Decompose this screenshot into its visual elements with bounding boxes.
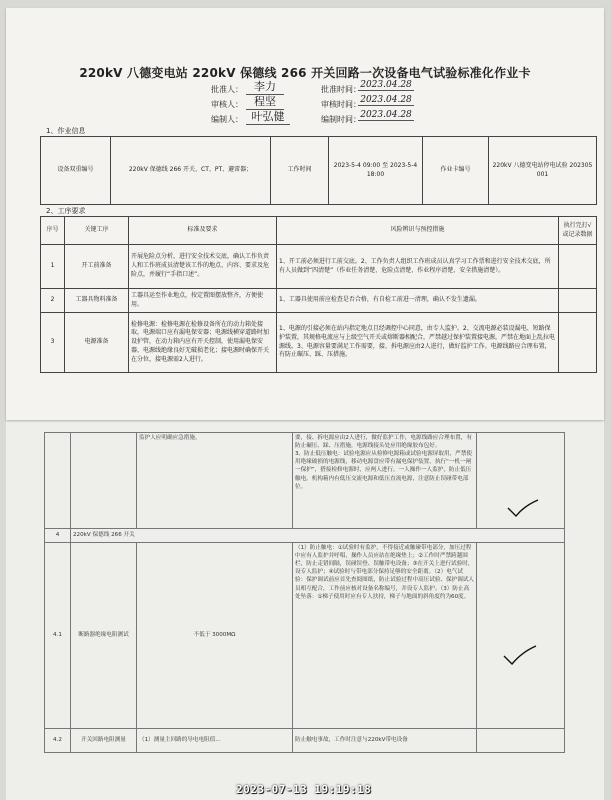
table-row xyxy=(45,543,565,729)
header-standard: 标准及要求 xyxy=(129,217,277,245)
checkmark-icon xyxy=(506,498,540,520)
equip-label: 设备双重编号 xyxy=(41,137,111,205)
row-risk: （1）防止触电：①试验时有监护，不得接近或触碰带电部分，加压过程中应有人监护并呼唱，操作人员应站在绝缘垫上；②工作时严禁跨越围栏，防止走错间隔，误碰误登、误触带电设备；③在开关上进行试验时，设专人监护；④试验时与带电部分保持足够的安全距离。（2）电气试验：保护调试前应首先查阅图纸，防止试验过程中高压试验、保护调试人员相互配合，工作前应核对设备名称编号，并设专人监护。（3）防止高处坠落：①梯子使用时应有专人扶持，梯子与地面的斜角度约为60度。 xyxy=(293,543,477,729)
row-risk: 1、电源的引接必须在站内指定地点且经调控中心同意，由专人监护。2、交流电源必装设漏电、短路保护装置，其规格电流应与上级空气开关或熔断器相配合，严禁越过保护装置接电源，严禁在地面上乱拉电源线。3、电源容量要满足工作需要，接、拆电源应由2人进行，做好监护工作。电源线路应合理布置，有防止碾压、踩、压措施。 xyxy=(277,313,559,373)
table-row xyxy=(41,289,597,313)
row-standard: （1）测量主回路的导电电阻值... xyxy=(137,729,293,753)
row-check-cell xyxy=(559,313,597,373)
card-no-label: 作业卡编号 xyxy=(423,137,489,205)
equip-value: 220kV 保德线 266 开关、CT、PT、避雷器； xyxy=(111,137,271,205)
time-value: 2023-5-4 09:00 至 2023-5-4 18:00 xyxy=(329,137,423,205)
table-row xyxy=(45,729,565,753)
approver-signature: 李力 xyxy=(246,78,284,95)
header-risk: 风险辨识与预控措施 xyxy=(277,217,559,245)
row-standard: 不低于 3000MΩ xyxy=(137,543,293,729)
header-check: 执行完打√或记录数据 xyxy=(559,217,597,245)
row-step: 断路器绝缘电阻测试 xyxy=(71,543,137,729)
section-row xyxy=(45,529,565,543)
review-time: 2023.04.28 xyxy=(358,95,414,106)
review-time-label: 审核时间： xyxy=(321,100,361,109)
row-standard: 检修电源：检修电源在检修设备所在的动力箱处接取，电源端口应有漏电保安器；电源线横穿道路时加设护管，在动力箱内应有开关控制，使用漏电保安器，电源线绝缘良好无破损老化；接电源时确保开关在分位，接电源需2人进行。 xyxy=(129,313,277,373)
row-check-cell xyxy=(559,245,597,289)
row-no: 1 xyxy=(41,245,65,289)
row-check-cell xyxy=(477,543,565,729)
row-step: 开工前准备 xyxy=(65,245,129,289)
work-card-page-2 xyxy=(6,420,604,800)
row-risk: 1、工器具使用前应检查是否合格，有自检工前进一清理，确认不发生遗漏。 xyxy=(277,289,559,313)
row-step: 开关回路电阻测量 xyxy=(71,729,137,753)
header-no: 序号 xyxy=(41,217,65,245)
row-no: 4.1 xyxy=(45,543,71,729)
section-title: 220kV 保德线 266 开关 xyxy=(71,529,565,543)
row-no: 4.2 xyxy=(45,729,71,753)
table-row xyxy=(41,313,597,373)
table-row xyxy=(41,245,597,289)
risk-text-b: 3、防止低压触电：试验电源应从检修电源箱或试验电源屏取用，严禁使用绝缘破损的电源线，移动电源盘应带有漏电保护装置，执行“一机一闸一保护”，搭接检修电源时，应两人进行，一人操作一人监护，防止低压触电。机构箱内有低压交流电源和低压直流电源，注意防止误碰带电部位。 xyxy=(295,451,472,490)
row-risk xyxy=(293,433,477,529)
timestamp-watermark: 2023-07-13 19:19:18 xyxy=(236,783,372,796)
row-no: 2 xyxy=(41,289,65,313)
header-step: 关键工序 xyxy=(65,217,129,245)
checkmark-icon xyxy=(502,644,538,668)
reviewer-label: 审核人： xyxy=(211,100,243,109)
section-1-heading: 1、作业信息 xyxy=(46,127,86,135)
row-step: 工器具物料准备 xyxy=(65,289,129,313)
row-standard: 开展危险点分析，进行安全技术交底，确认工作负责人和工作班成员清楚该工作的地点、内容、要求及危险点，并履行“手指口述”。 xyxy=(129,245,277,289)
row-no: 4 xyxy=(45,529,71,543)
approver-label: 批准人： xyxy=(211,85,243,94)
edit-time-label: 编制时间： xyxy=(321,115,361,124)
work-card-page-1 xyxy=(6,8,604,420)
table-row xyxy=(45,433,565,529)
document-title: 220kV 八德变电站 220kV 保德线 266 开关回路一次设备电气试验标准化作业卡 xyxy=(79,66,531,80)
work-info-table xyxy=(40,136,597,205)
process-requirements-table xyxy=(40,216,597,373)
row-risk: 1、开工前必须进行工前交底。2、工作负责人组织工作班成员认真学习工作票和进行安全技术交底，所有人员做到“四清楚”（作业任务清楚、危险点清楚、作业程序清楚、安全措施清楚）。 xyxy=(277,245,559,289)
approve-time: 2023.04.28 xyxy=(358,80,414,91)
time-label: 工作时间 xyxy=(271,137,329,205)
row-no: 3 xyxy=(41,313,65,373)
row-check-cell xyxy=(559,289,597,313)
process-requirements-table-continued xyxy=(44,432,565,753)
approve-time-label: 批准时间： xyxy=(321,85,361,94)
row-risk: 防止触电事故，工作时注意与220kV带电设备 xyxy=(293,729,477,753)
row-standard: 监护人应明确应急措施。 xyxy=(137,433,293,529)
reviewer-signature: 程坚 xyxy=(246,93,284,110)
row-step: 电源准备 xyxy=(65,313,129,373)
section-2-heading: 2、工序要求 xyxy=(46,207,86,215)
edit-time: 2023.04.28 xyxy=(358,110,414,121)
row-check-cell xyxy=(477,729,565,753)
editor-signature: 叶弘健 xyxy=(246,108,290,125)
card-no-value: 220kV 八德变电站停电试验 202305001 xyxy=(489,137,597,205)
row-standard: 工器具运至作业地点，按定置图摆放整齐，方便使用。 xyxy=(129,289,277,313)
editor-label: 编制人： xyxy=(211,115,243,124)
risk-text-a: 要，接、拆电源应由2人进行，做好监护工作，电源线路应合理布置，有防止碾压、踩、压措施，电源线接头处应用绝缘胶布包好。 xyxy=(295,435,472,450)
